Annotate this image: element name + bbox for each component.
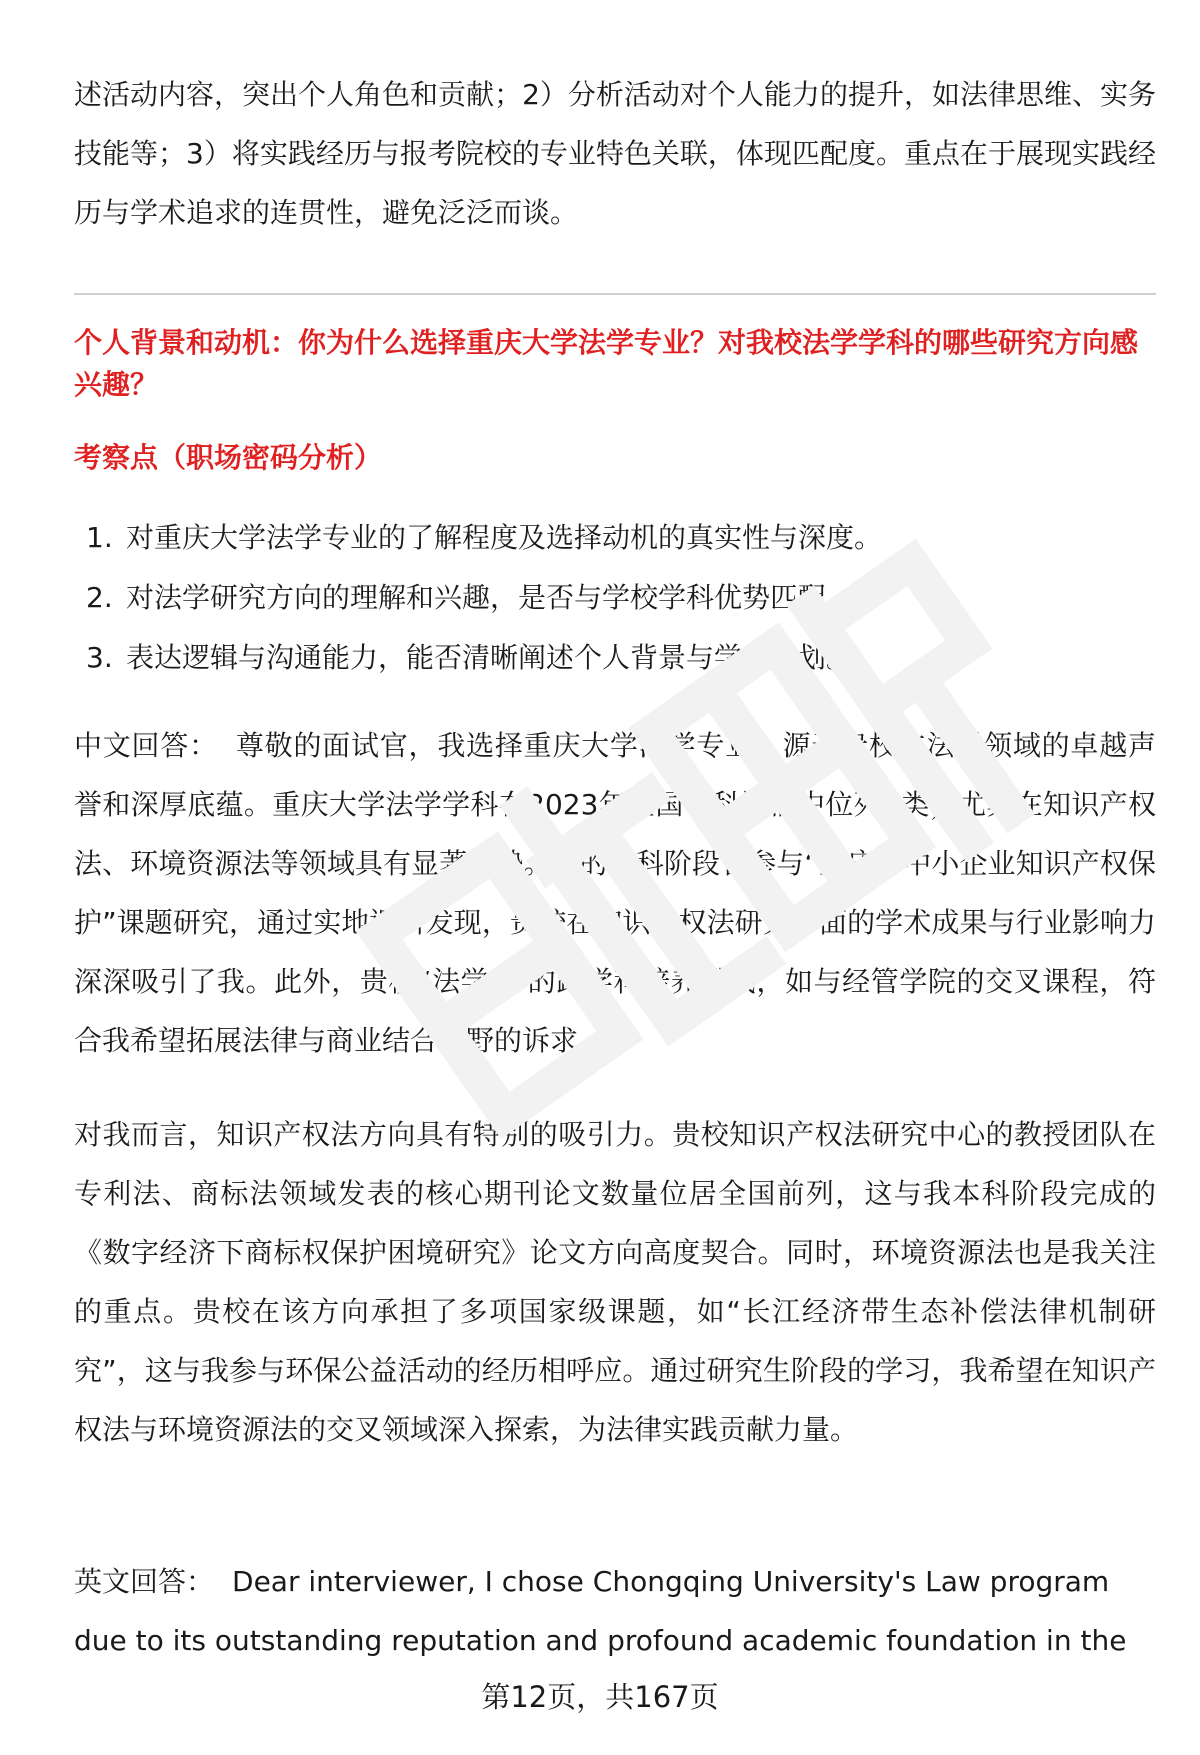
question-heading: 个人背景和动机：你为什么选择重庆大学法学专业？对我校法学学科的哪些研究方向感兴趣？ (74, 326, 1139, 401)
english-answer-text: Dear interviewer, I chose Chongqing University's Law program due to its outstanding reputation and profound academic foundation in the (74, 1565, 1127, 1657)
intro-paragraph: 述活动内容，突出个人角色和贡献；2）分析活动对个人能力的提升，如法律思维、实务技能等；3）将实践经历与报考院校的专业特色关联，体现匹配度。重点在于展现实践经历与学术追求的连贯性，避免泛泛而谈。 (74, 78, 1156, 229)
list-item-number: 2. (86, 581, 113, 614)
chinese-answer-label: 中文回答： (74, 729, 218, 762)
chinese-answer-paragraph-2: 对我而言，知识产权法方向具有特别的吸引力。贵校知识产权法研究中心的教授团队在专利法、商标法领域发表的核心期刊论文数量位居全国前列，这与我本科阶段完成的《数字经济下商标权保护困境研究》论文方向高度契合。同时，环境资源法也是我关注的重点。贵校在该方向承担了多项国家级课题，如“长江经济带生态补偿法律机制研究”，这与我参与环保公益活动的经历相呼应。通过研究生阶段的学习，我希望在知识产权法与环境资源法的交叉领域深入探索，为法律实践贡献力量。 (74, 1118, 1156, 1446)
english-answer-paragraph (74, 1552, 1156, 1670)
list-item-number: 1. (86, 521, 113, 554)
page-number-footer: 第12页，共167页 (481, 1680, 719, 1714)
list-item-text: 对重庆大学法学专业的了解程度及选择动机的真实性与深度。 (126, 521, 883, 554)
assessment-heading: 考察点（职场密码分析） (74, 441, 383, 474)
chinese-answer-text: 尊敬的面试官，我选择重庆大学法学专业，源于贵校在法学领域的卓越声誉和深厚底蕴。重庆大学法学学科在2023年全国学科评估中位列A类，尤其在知识产权法、环境资源法等领域具有显著优势。我的本科阶段曾参与“重庆市中小企业知识产权保护”课题研究，通过实地调研发现，贵校在知识产权法研究方面的学术成果与行业影响力深深吸引了我。此外，贵校“法学+”的跨学科培养模式，如与经管学院的交叉课程，符合我希望拓展法律与商业结合视野的诉求。 (74, 729, 1156, 1057)
chinese-answer-paragraph (74, 716, 1156, 1070)
english-answer-label: 英文回答： (74, 1565, 215, 1598)
list-item-number: 3. (86, 641, 113, 674)
assessment-list (74, 508, 1156, 688)
english-answer-block (74, 1552, 1156, 1670)
list-item (74, 508, 1156, 568)
list-item (74, 568, 1156, 628)
list-item (74, 628, 1156, 688)
list-item-text: 表达逻辑与沟通能力，能否清晰阐述个人背景与学术规划。 (126, 641, 855, 674)
list-item-text: 对法学研究方向的理解和兴趣，是否与学校学科优势匹配。 (126, 581, 855, 614)
section-divider (74, 293, 1156, 295)
